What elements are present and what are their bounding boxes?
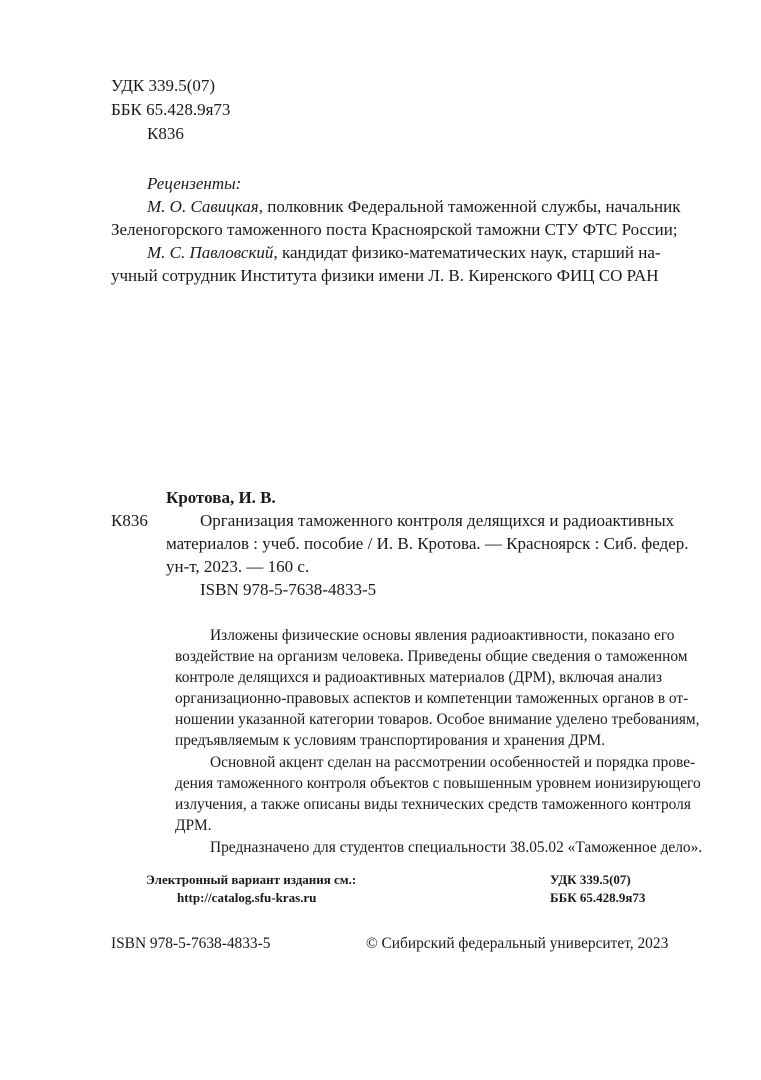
bib-author: Кротова, И. В.: [166, 488, 276, 507]
footer-copyright: © Сибирский федеральный университет, 2023: [366, 935, 669, 952]
abstract-p3: Предназначено для студентов специальности 38.05.02 «Таможенное дело».: [210, 839, 703, 856]
footer-isbn: ISBN 978-5-7638-4833-5: [111, 935, 271, 952]
reviewer-2-line-1: [147, 241, 661, 265]
bib-code: К836: [111, 511, 148, 530]
abstract-p1-line-5: ношении указанной категории товаров. Особое внимание уделено требованиям,: [175, 711, 700, 728]
author-sign: К836: [147, 124, 184, 143]
abstract-p2-line-1: Основной акцент сделан на рассмотрении особенностей и порядка прове-: [210, 754, 696, 771]
reviewer-1-line-2: Зеленогорского таможенного поста Красноярской таможни СТУ ФТС России;: [111, 220, 678, 239]
abstract-p2-line-3: излучения, а также описаны виды технических средств таможенного контроля: [175, 796, 691, 813]
bib-title-line-1: Организация таможенного контроля делящихся и радиоактивных: [200, 511, 675, 530]
reviewer-1-name: М. О. Савицкая: [147, 197, 259, 216]
abstract-p1-line-3: контроле делящихся и радиоактивных материалов (ДРМ), включая анализ: [175, 669, 662, 686]
abstract-p2-line-2: дения таможенного контроля объектов с повышенным уровнем ионизирующего: [175, 775, 701, 792]
bbk-code-right: ББК 65.428.9я73: [550, 890, 646, 905]
electronic-version-url[interactable]: http://catalog.sfu-kras.ru: [177, 890, 317, 905]
reviewer-1-title: , полковник Федеральной таможенной службы, начальник: [258, 197, 681, 216]
reviewer-2-name: М. С. Павловский: [147, 243, 274, 262]
bib-title-line-3: ун-т, 2023. — 160 с.: [166, 557, 310, 576]
bib-isbn: ISBN 978-5-7638-4833-5: [200, 580, 377, 599]
udk-code-right: УДК 339.5(07): [550, 872, 631, 887]
reviewer-2-line-2: учный сотрудник Института физики имени Л. В. Киренского ФИЦ СО РАН: [111, 266, 659, 285]
reviewers-heading: Рецензенты:: [147, 174, 242, 193]
abstract-p1-line-6: предъявляемым к условиям транспортирования и хранения ДРМ.: [175, 732, 606, 749]
udk-code: УДК 339.5(07): [111, 76, 216, 95]
abstract-p2-line-4: ДРМ.: [175, 817, 212, 834]
reviewer-2-title: , кандидат физико-математических наук, старший на-: [273, 243, 661, 262]
bbk-code: ББК 65.428.9я73: [111, 100, 231, 119]
abstract-p1-line-4: организационно-правовых аспектов и компетенции таможенных органов в от-: [175, 690, 689, 707]
bib-title-line-2: материалов : учеб. пособие / И. В. Кротова. — Красноярск : Сиб. федер.: [166, 534, 689, 553]
reviewer-1-line-1: [147, 195, 680, 219]
abstract-p1-line-2: воздействие на организм человека. Приведены общие сведения о таможенном: [175, 648, 688, 665]
abstract-p1-line-1: Изложены физические основы явления радиоактивности, показано его: [210, 627, 675, 644]
electronic-version-label: Электронный вариант издания см.:: [146, 872, 357, 887]
